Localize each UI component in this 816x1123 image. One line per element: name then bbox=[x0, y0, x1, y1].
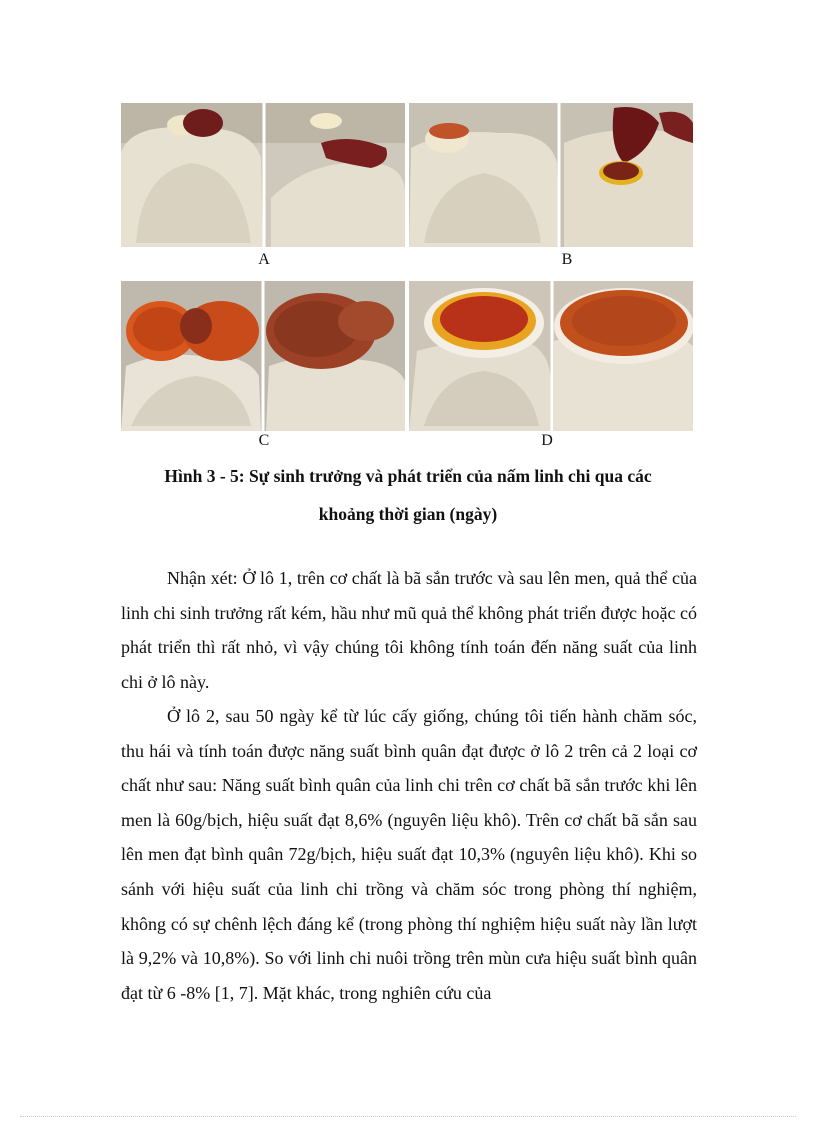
photo-panel-c bbox=[121, 281, 405, 431]
panel-label-c: C bbox=[258, 432, 270, 449]
body-paragraph-2: Ở lô 2, sau 50 ngày kể từ lúc cấy giống, chúng tôi tiến hành chăm sóc, thu hái và tính toán được năng suất bình quân đạt được ở lô 2 trên cả 2 loại cơ chất như sau: Năng suất bình quân của linh chi trên cơ chất bã sắn trước khi lên men là 60g/bịch, hiệu suất đạt 8,6% (nguyên liệu khô). Trên cơ chất bã sắn sau lên men đạt bình quân 72g/bịch, hiệu suất đạt 10,3% (nguyên liệu khô). Khi so sánh với hiệu suất của linh chi trồng và chăm sóc trong phòng thí nghiệm, không có sự chênh lệch đáng kể (trong phòng thí nghiệm hiệu suất này lần lượt là 9,2% và 10,8%). So với linh chi nuôi trồng trên mùn cưa hiệu suất bình quân đạt từ 6 -8% [1, 7]. Mặt khác, trong nghiên cứu của bbox=[121, 706, 697, 1003]
panel-label-a: A bbox=[258, 251, 270, 268]
body-paragraph-1: Nhận xét: Ở lô 1, trên cơ chất là bã sắn trước và sau lên men, quả thể của linh chi sinh trưởng rất kém, hầu như mũ quả thể không phát triển được hoặc có phát triển thì rất nhỏ, vì vậy chúng tôi không tính toán đến năng suất của linh chi ở lô này. bbox=[121, 568, 697, 692]
page-footer-rule bbox=[20, 1116, 796, 1117]
figure-caption-line-2: khoảng thời gian (ngày) bbox=[318, 504, 498, 524]
photo-panel-d bbox=[409, 281, 693, 431]
panel-label-b: B bbox=[561, 251, 573, 268]
photo-panel-a bbox=[121, 103, 405, 247]
photo-panel-b bbox=[409, 103, 693, 247]
figure-caption-line-1: Hình 3 - 5: Sự sinh trưởng và phát triển của nấm linh chi qua các bbox=[164, 466, 652, 486]
panel-label-d: D bbox=[541, 432, 553, 449]
